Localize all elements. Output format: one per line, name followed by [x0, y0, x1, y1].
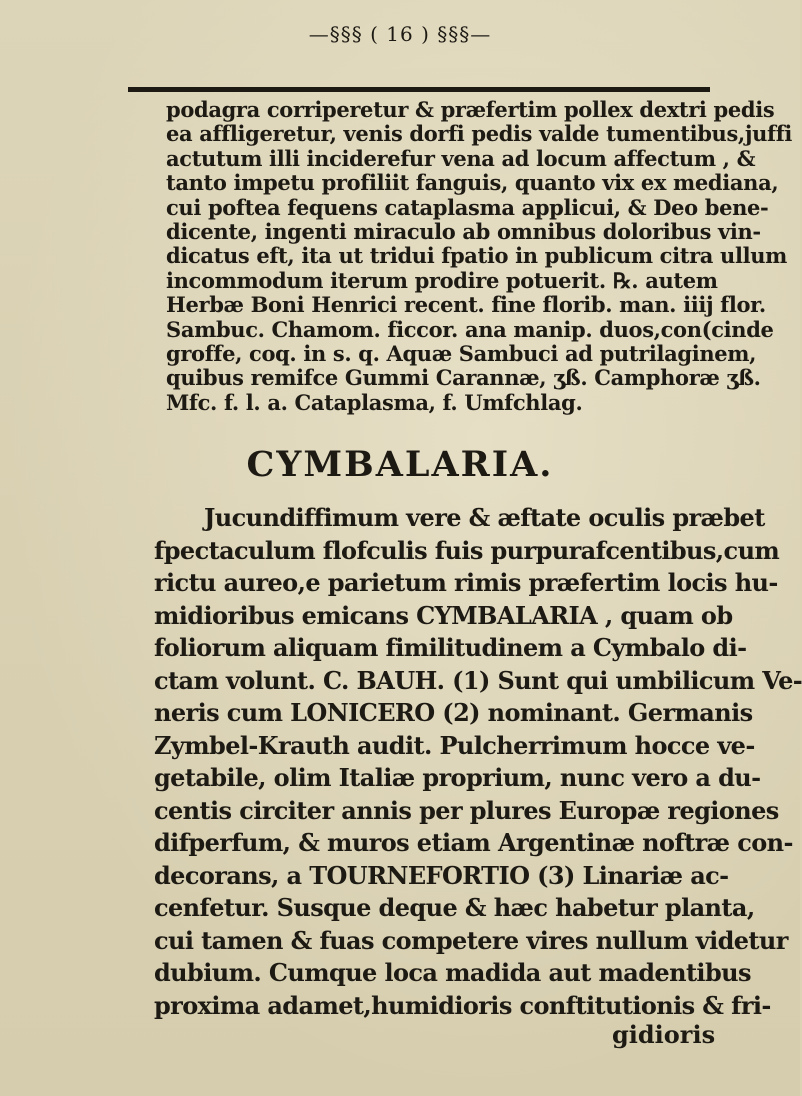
text-line: groffe, coq. in s. q. Aquæ Sambuci ad putrilaginem,: [166, 341, 757, 367]
text-line: tanto impetu profiliit fanguis, quanto vix ex mediana,: [166, 170, 779, 196]
text-line: ea affligeretur, venis dorfi pedis valde tumentibus,juffi: [166, 121, 793, 147]
text-line: midioribus emicans CYMBALARIA , quam ob: [154, 600, 733, 630]
catchword: gidioris: [612, 1020, 716, 1049]
text-line: Mfc. f. l. a. Cataplasma, f. Umfchlag.: [166, 389, 583, 415]
text-line: neris cum LONICERO (2) nominant. Germanis: [154, 698, 753, 727]
text-line: dubium. Cumque loca madida aut madentibus: [154, 958, 751, 987]
text-line: cenfetur. Susque deque & hæc habetur planta,: [154, 893, 755, 922]
text-line: cui tamen & fuas competere vires nullum videtur: [154, 925, 788, 955]
text-line: dicatus eft, ita ut tridui fpatio in publicum citra ullum: [166, 243, 787, 269]
header-rule: [128, 87, 710, 92]
text-line: decorans, a TOURNEFORTIO (3) Linariæ ac-: [154, 860, 729, 890]
text-line: getabile, olim Italiæ proprium, nunc vero a du-: [154, 763, 761, 792]
text-line: podagra corriperetur & præfertim pollex dextri pedis: [166, 97, 775, 122]
text-line: difperfum, & muros etiam Argentinæ noftræ con-: [154, 828, 793, 857]
text-line: Jucundiffimum vere & æftate oculis præbet: [204, 503, 765, 532]
text-line: foliorum aliquam fimilitudinem a Cymbalo di-: [154, 633, 747, 662]
text-line: ctam volunt. C. BAUH. (1) Sunt qui umbilicum Ve-: [154, 665, 802, 695]
section-heading: CYMBALARIA.: [246, 444, 554, 485]
text-line: cui poftea fequens cataplasma applicui, & Deo bene-: [166, 194, 769, 220]
paragraph-remedy: [166, 97, 793, 415]
text-line: Zymbel-Krauth audit. Pulcherrimum hocce ve-: [154, 730, 755, 760]
text-line: proxima adamet,humidioris conftitutionis & fri-: [154, 990, 771, 1020]
text-line: incommodum iterum prodire potuerit. ℞. autem: [166, 267, 718, 293]
text-line: rictu aureo,e parietum rimis præfertim locis hu-: [154, 568, 778, 597]
text-line: fpectaculum flofculis fuis purpurafcentibus,cum: [154, 535, 780, 565]
text-line: quibus remifce Gummi Carannæ, ʒß. Camphoræ ʒß.: [166, 365, 761, 391]
page-header: —§§§ ( 16 ) §§§—: [308, 22, 492, 46]
paragraph-cymbalaria: [154, 502, 802, 1022]
text-line: Sambuc. Chamom. ficcor. ana manip. duos,con(cinde: [166, 316, 774, 342]
text-line: Herbæ Boni Henrici recent. fine florib. man. iiij flor.: [166, 292, 766, 318]
text-line: dicente, ingenti miraculo ab omnibus doloribus vin-: [166, 219, 761, 245]
text-line: centis circiter annis per plures Europæ regiones: [154, 795, 779, 825]
text-line: actutum illi inciderefur vena ad locum affectum , &: [166, 145, 756, 171]
